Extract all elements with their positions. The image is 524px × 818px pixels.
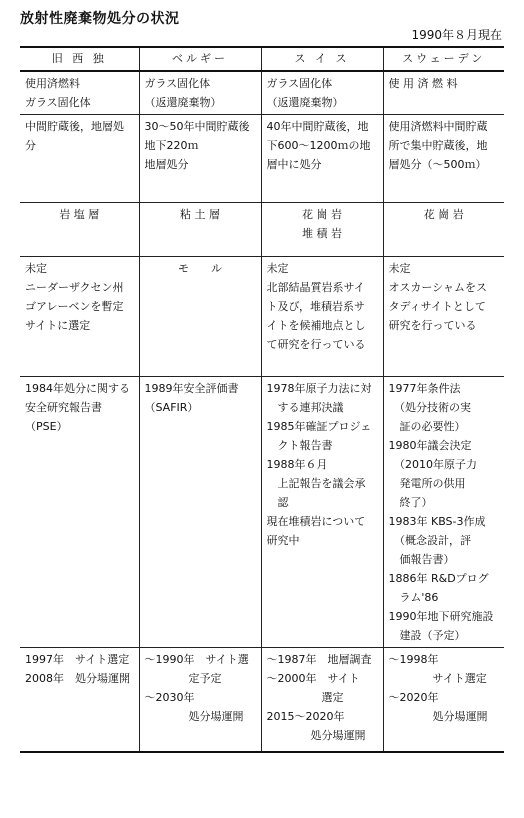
cell-reports-switzerland bbox=[261, 377, 383, 648]
cell-line: 下600～1200ｍの地 bbox=[266, 139, 371, 152]
row-site bbox=[20, 257, 504, 377]
row-schedule bbox=[20, 648, 504, 752]
cell-line: 堆 積 岩 bbox=[302, 227, 342, 240]
cell-line: ～2020年 bbox=[388, 691, 439, 704]
cell-line: 上記報告を議会承 bbox=[266, 477, 366, 490]
cell-line: 粘 土 層 bbox=[180, 208, 220, 221]
cell-line: サイトに選定 bbox=[25, 319, 91, 332]
cell-line: 花 崗 岩 bbox=[302, 208, 342, 221]
cell-line: 分 bbox=[25, 139, 36, 152]
cell-line: 使用済燃料 bbox=[25, 77, 80, 90]
cell-reports-sweden bbox=[383, 377, 504, 648]
cell-site-west-germany bbox=[20, 257, 139, 377]
cell-line: 未定 bbox=[388, 262, 411, 275]
cell-storage-sweden bbox=[383, 115, 504, 203]
header-west-germany: 旧 西 独 bbox=[20, 47, 139, 71]
cell-site-belgium bbox=[139, 257, 261, 377]
cell-schedule-sweden bbox=[383, 648, 504, 752]
cell-line: クト報告書 bbox=[266, 439, 333, 452]
cell-schedule-belgium bbox=[139, 648, 261, 752]
cell-line: 処分場運開 bbox=[388, 710, 488, 723]
date-label: 1990年８月現在 bbox=[411, 28, 502, 42]
cell-line: ト及び，堆積岩系サ bbox=[266, 300, 366, 313]
cell-waste-switzerland bbox=[261, 71, 383, 115]
cell-line: 層処分（～500ｍ） bbox=[388, 158, 487, 171]
cell-line: サイト選定 bbox=[388, 672, 487, 685]
cell-line: 30～50年中間貯蔵後 bbox=[144, 120, 250, 133]
header-switzerland: ス イ ス bbox=[261, 47, 383, 71]
cell-line: モ ル bbox=[178, 262, 222, 275]
cell-line: （処分技術の実 bbox=[388, 401, 471, 414]
cell-line: オスカーシャムをス bbox=[388, 281, 487, 294]
cell-line: 終了） bbox=[388, 496, 433, 509]
cell-line: 選定 bbox=[266, 691, 344, 704]
row-storage bbox=[20, 115, 504, 203]
cell-storage-switzerland bbox=[261, 115, 383, 203]
cell-line: （概念設計，評 bbox=[388, 534, 471, 547]
cell-line: 未定 bbox=[25, 262, 47, 275]
cell-line: 1989年安全評価書 bbox=[144, 382, 239, 395]
cell-line: 1983年 KBS-3作成 bbox=[388, 515, 486, 528]
cell-waste-belgium bbox=[139, 71, 261, 115]
cell-line: 所で集中貯蔵後，地 bbox=[388, 139, 488, 152]
cell-line: （PSE） bbox=[25, 420, 68, 433]
cell-line: 使用済燃料中間貯蔵 bbox=[388, 120, 488, 133]
cell-line: （返還廃棄物） bbox=[266, 96, 344, 109]
cell-line: 建設（予定） bbox=[388, 629, 466, 642]
cell-line: 1985年確証プロジェ bbox=[266, 420, 372, 433]
cell-line: 地下220ｍ bbox=[144, 139, 199, 152]
cell-line: 1886年 R&Dプログ bbox=[388, 572, 489, 585]
header-belgium: ベルギー bbox=[139, 47, 261, 71]
cell-line: 北部結晶質岩系サイ bbox=[266, 281, 365, 294]
cell-line: （2010年原子力 bbox=[388, 458, 477, 471]
cell-rock-west-germany bbox=[20, 203, 139, 257]
row-waste bbox=[20, 71, 504, 115]
cell-line: 価報告書） bbox=[388, 553, 455, 566]
cell-storage-belgium bbox=[139, 115, 261, 203]
page-title: 放射性廃棄物処分の状況 bbox=[20, 11, 180, 27]
header-row bbox=[20, 47, 504, 71]
cell-line: 現在堆積岩について bbox=[266, 515, 366, 528]
cell-waste-west-germany bbox=[20, 71, 139, 115]
cell-line: 1980年議会決定 bbox=[388, 439, 472, 452]
cell-reports-west-germany bbox=[20, 377, 139, 648]
cell-line: ゴアレーベンを暫定 bbox=[25, 300, 124, 313]
cell-line: ラム'86 bbox=[388, 591, 439, 604]
row-rock bbox=[20, 203, 504, 257]
cell-rock-sweden bbox=[383, 203, 504, 257]
cell-line: 未定 bbox=[266, 262, 289, 275]
cell-rock-switzerland bbox=[261, 203, 383, 257]
cell-line: 研究を行っている bbox=[388, 319, 477, 332]
cell-rock-belgium bbox=[139, 203, 261, 257]
cell-line: 定予定 bbox=[144, 672, 222, 685]
cell-line: 中間貯蔵後，地層処 bbox=[25, 120, 124, 133]
cell-line: ～1998年 bbox=[388, 653, 439, 666]
cell-line: 研究中 bbox=[266, 534, 300, 547]
header-sweden: スウェーデン bbox=[383, 47, 504, 71]
cell-schedule-switzerland bbox=[261, 648, 383, 752]
cell-line: 地層処分 bbox=[144, 158, 189, 171]
cell-line: 40年中間貯蔵後，地 bbox=[266, 120, 369, 133]
cell-site-sweden bbox=[383, 257, 504, 377]
cell-line: 岩 塩 層 bbox=[59, 208, 100, 221]
cell-reports-belgium bbox=[139, 377, 261, 648]
cell-line: 花 崗 岩 bbox=[423, 208, 464, 221]
cell-line: する連邦決議 bbox=[266, 401, 344, 414]
cell-line: イトを候補地点とし bbox=[266, 319, 366, 332]
cell-line: て研究を行っている bbox=[266, 338, 366, 351]
cell-line: ～2030年 bbox=[144, 691, 195, 704]
cell-line: 1997年 サイト選定 bbox=[25, 653, 130, 666]
cell-line: 1978年原子力法に対 bbox=[266, 382, 372, 395]
cell-line: 発電所の供用 bbox=[388, 477, 466, 490]
status-table bbox=[20, 46, 504, 753]
cell-line: 処分場運開 bbox=[144, 710, 244, 723]
cell-line: ニーダーザクセン州 bbox=[25, 281, 124, 294]
cell-line: タディサイトとして bbox=[388, 300, 486, 313]
cell-line: 1977年条件法 bbox=[388, 382, 461, 395]
cell-line: 認 bbox=[266, 496, 289, 509]
cell-line: 1990年地下研究施設 bbox=[388, 610, 494, 623]
cell-line: 処分場運開 bbox=[266, 729, 366, 742]
cell-storage-west-germany bbox=[20, 115, 139, 203]
cell-line: 1988年６月 bbox=[266, 458, 328, 471]
cell-line: ガラス固化体 bbox=[266, 77, 333, 90]
cell-line: （返還廃棄物） bbox=[144, 96, 222, 109]
cell-line: 安全研究報告書 bbox=[25, 401, 102, 414]
cell-waste-sweden bbox=[383, 71, 504, 115]
row-reports bbox=[20, 377, 504, 648]
cell-line: 2008年 処分場運開 bbox=[25, 672, 130, 685]
cell-line: ～1990年 サイト選 bbox=[144, 653, 249, 666]
cell-line: 証の必要性） bbox=[388, 420, 466, 433]
cell-schedule-west-germany bbox=[20, 648, 139, 752]
cell-line: ガラス固化体 bbox=[25, 96, 91, 109]
cell-line: 層中に処分 bbox=[266, 158, 322, 171]
cell-site-switzerland bbox=[261, 257, 383, 377]
cell-line: 2015～2020年 bbox=[266, 710, 345, 723]
cell-line: 1984年処分に関する bbox=[25, 382, 130, 395]
cell-line: ～2000年 サイト bbox=[266, 672, 360, 685]
cell-line: ガラス固化体 bbox=[144, 77, 211, 90]
cell-line: （SAFIR） bbox=[144, 401, 199, 414]
cell-line: 使 用 済 燃 料 bbox=[388, 77, 458, 90]
cell-line: ～1987年 地層調査 bbox=[266, 653, 372, 666]
